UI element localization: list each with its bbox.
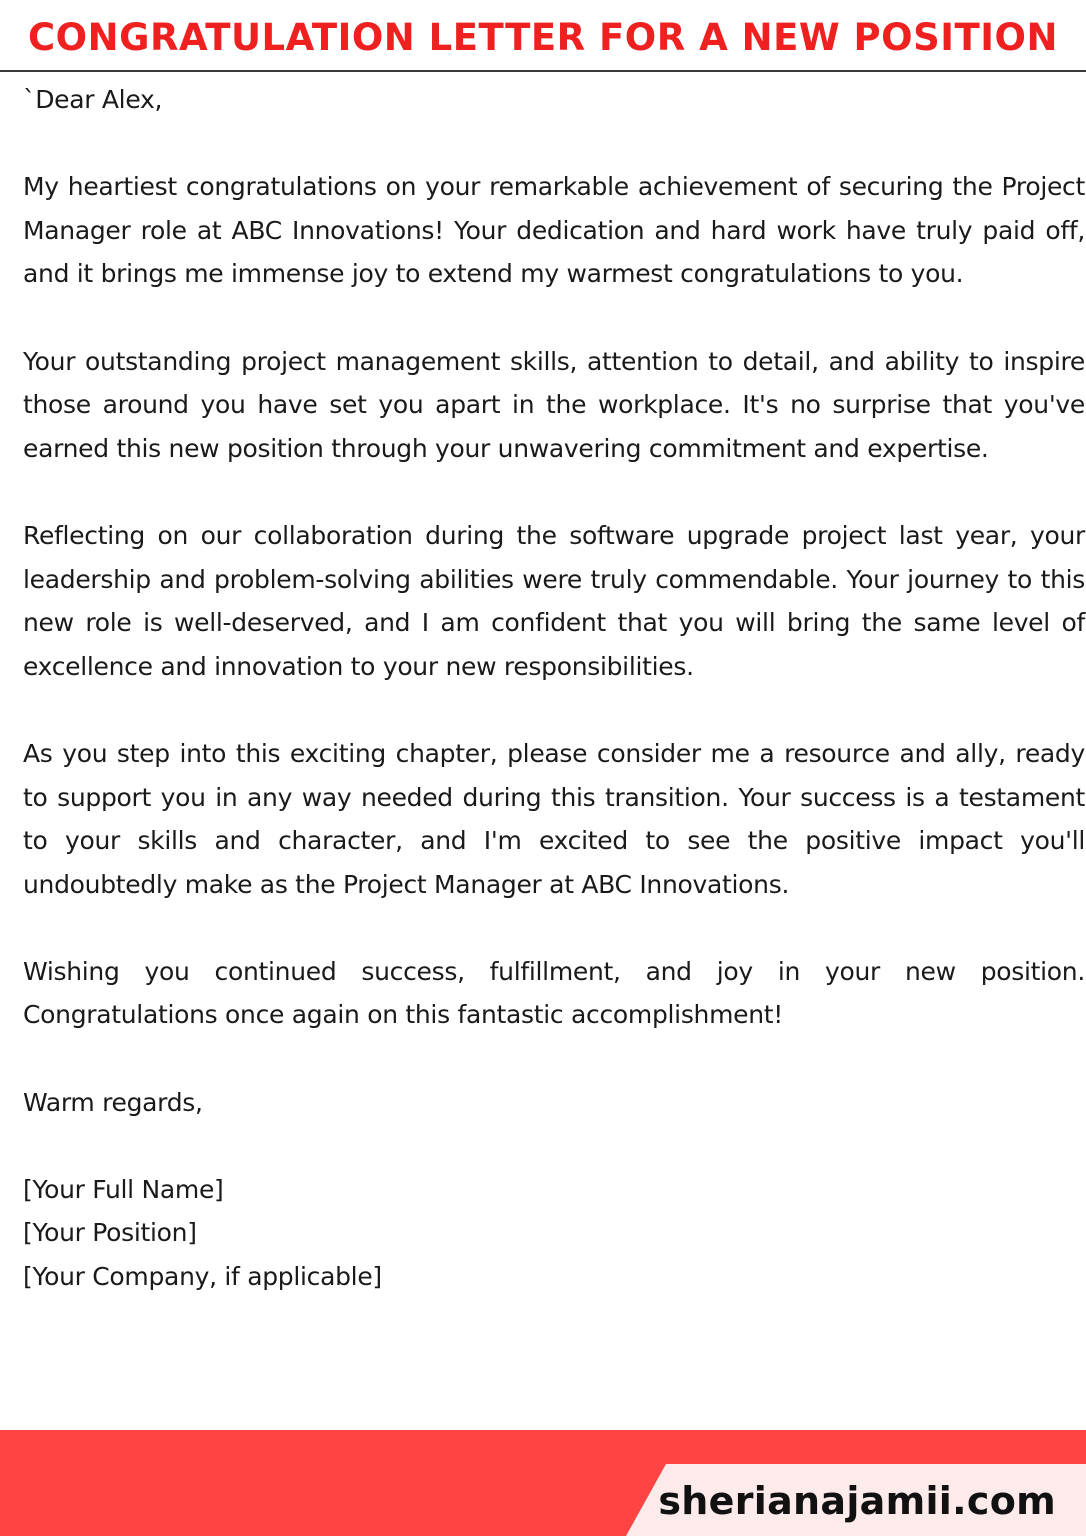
paragraph-spacer (23, 906, 1085, 950)
paragraph-3: Reflecting on our collaboration during the software upgrade project last year, your leadership and problem-solving abilities were truly commendable. Your journey to this new role is well-deserved, and I am confident that you will bring the same level of excellence and innovation to your new responsibilities. (23, 520, 1085, 681)
paragraph-5: Wishing you continued success, fulfillment, and joy in your new position. Congratulations once again on this fantastic accomplishment! (23, 956, 1085, 1030)
paragraph-spacer (23, 1037, 1085, 1081)
signature-position: [Your Position] (23, 1218, 197, 1248)
signature-name: [Your Full Name] (23, 1174, 224, 1204)
paragraph-4: As you step into this exciting chapter, please consider me a resource and ally, ready to support you in any way needed during this transition. Your success is a testament to your skills and character, and I'm excited to see the positive impact you'll undoubtedly make as the Project Manager at ABC Innovations. (23, 738, 1085, 899)
paragraph-spacer (23, 470, 1085, 514)
closing: Warm regards, (23, 1087, 203, 1117)
paragraph-1: My heartiest congratulations on your remarkable achievement of securing the Project Manager role at ABC Innovations! Your dedication and hard work have truly paid off, and it brings me immense joy to extend my warmest congratulations to you. (23, 172, 1085, 289)
paragraph-spacer (23, 1124, 1085, 1168)
paragraph-spacer (23, 296, 1085, 340)
paragraph-spacer (23, 122, 1085, 166)
letter-body (23, 78, 1085, 1299)
paragraph-spacer (23, 688, 1085, 732)
salutation: `Dear Alex, (23, 85, 163, 114)
footer-bar (0, 1430, 1086, 1536)
paragraph-2: Your outstanding project management skills, attention to detail, and ability to inspire those around you have set you apart in the workplace. It's no surprise that you've earned this new position through your unwavering commitment and expertise. (23, 346, 1085, 463)
site-name: sherianajamii.com (658, 1479, 1056, 1523)
signature-company: [Your Company, if applicable] (23, 1262, 382, 1292)
header (0, 0, 1086, 72)
page-title: CONGRATULATION LETTER FOR A NEW POSITION (28, 16, 1058, 59)
